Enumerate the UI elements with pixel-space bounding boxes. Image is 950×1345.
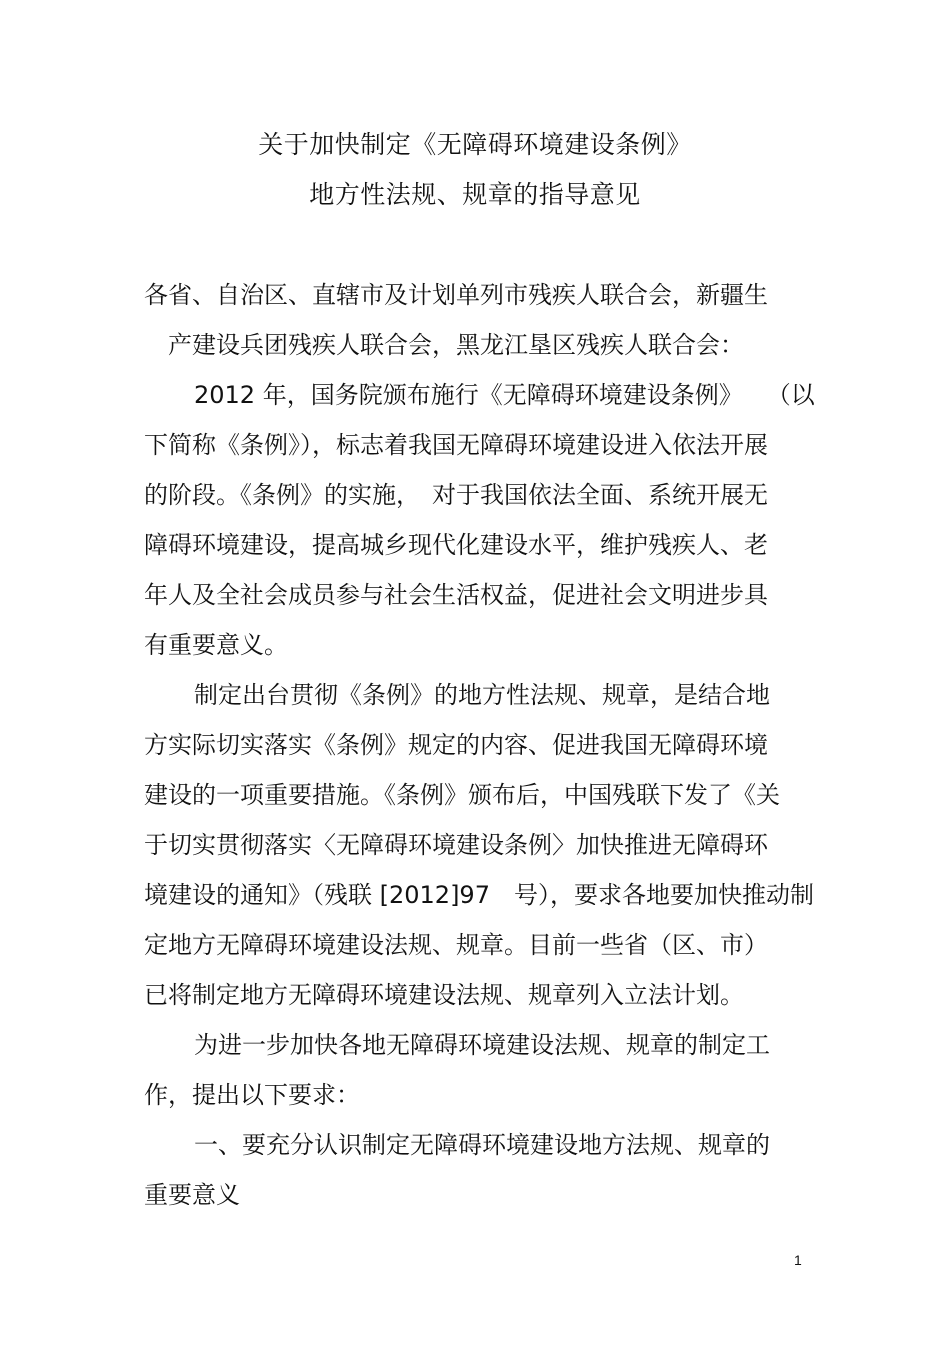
paragraph-1-line-5: 年人及全社会成员参与社会生活权益，促进社会文明进步具 bbox=[144, 581, 768, 609]
paragraph-1-line-4: 障碍环境建设，提高城乡现代化建设水平，维护残疾人、老 bbox=[144, 531, 768, 559]
paragraph-1-line-6: 有重要意义。 bbox=[144, 631, 288, 659]
paragraph-2-line-7: 已将制定地方无障碍环境建设法规、规章列入立法计划。 bbox=[144, 981, 744, 1009]
paragraph-2-line-1: 制定出台贯彻《条例》的地方性法规、规章，是结合地 bbox=[194, 681, 770, 709]
paragraph-1-line-3: 的阶段。《条例》的实施， 对于我国依法全面、系统开展无 bbox=[144, 481, 768, 509]
addressee-line-2: 产建设兵团残疾人联合会，黑龙江垦区残疾人联合会： bbox=[168, 331, 744, 359]
paragraph-2-line-5: 境建设的通知》（残联 [2012]97 号），要求各地要加快推动制 bbox=[144, 881, 814, 909]
paragraph-2-line-6: 定地方无障碍环境建设法规、规章。目前一些省（区、市） bbox=[144, 931, 768, 959]
document-title-line-1: 关于加快制定《无障碍环境建设条例》 bbox=[258, 130, 692, 159]
paragraph-3-line-2: 作，提出以下要求： bbox=[144, 1081, 360, 1109]
paragraph-2-line-4: 于切实贯彻落实〈无障碍环境建设条例〉加快推进无障碍环 bbox=[144, 831, 768, 859]
paragraph-3-line-1: 为进一步加快各地无障碍环境建设法规、规章的制定工 bbox=[194, 1031, 770, 1059]
paragraph-2-line-3: 建设的一项重要措施。《条例》颁布后，中国残联下发了《关 bbox=[144, 781, 780, 809]
addressee-line-1: 各省、自治区、直辖市及计划单列市残疾人联合会，新疆生 bbox=[144, 281, 768, 309]
section-heading-line-2: 重要意义 bbox=[144, 1181, 240, 1209]
section-heading-line-1: 一、要充分认识制定无障碍环境建设地方法规、规章的 bbox=[194, 1131, 770, 1159]
paragraph-2-line-2: 方实际切实落实《条例》规定的内容、促进我国无障碍环境 bbox=[144, 731, 768, 759]
paragraph-1-line-2: 下简称《条例》），标志着我国无障碍环境建设进入依法开展 bbox=[144, 431, 768, 459]
page-number: 1 bbox=[794, 1252, 802, 1268]
paragraph-1-line-1: 2012 年，国务院颁布施行《无障碍环境建设条例》 （以 bbox=[194, 381, 815, 409]
document-title-line-2: 地方性法规、规章的指导意见 bbox=[309, 180, 641, 209]
